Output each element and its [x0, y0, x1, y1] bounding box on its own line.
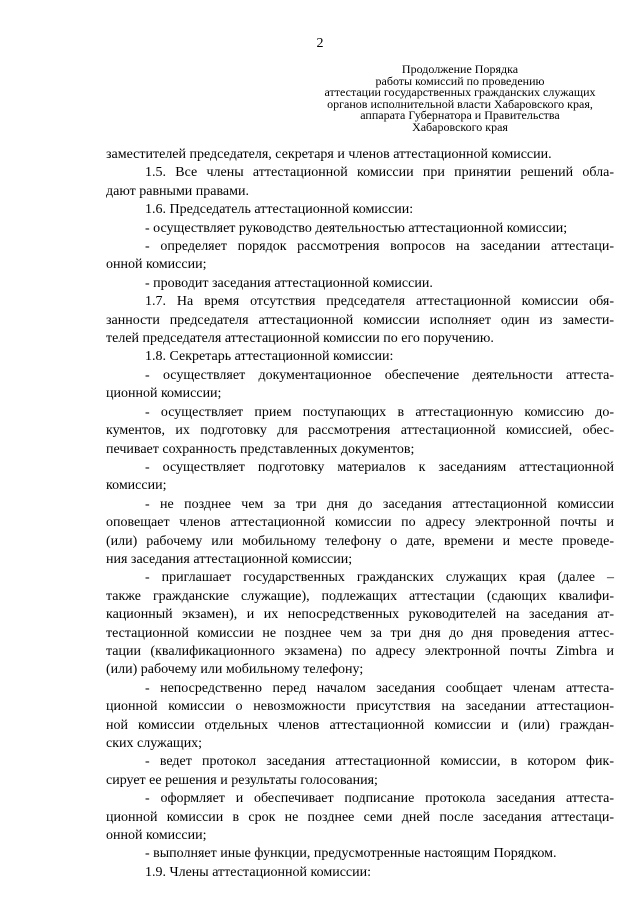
header-line: работы комиссий по проведению — [375, 73, 545, 88]
header-line: Хабаровского края — [412, 119, 508, 134]
text-line: - непосредственно перед началом заседания сообщает членам аттеста- — [145, 680, 614, 696]
header-line: аппарата Губернатора и Правительства — [360, 108, 560, 122]
text-line: сирует ее решения и результаты голосования; — [106, 772, 378, 788]
text-line: - не позднее чем за три дня до заседания аттестационной комиссии — [145, 496, 614, 512]
text-line: ских служащих; — [106, 736, 203, 751]
document-body — [106, 146, 614, 882]
text-line: - выполняет иные функции, предусмотренные настоящим Порядком. — [145, 846, 557, 862]
text-line: - осуществляет прием поступающих в аттестационную комиссию до- — [145, 404, 614, 420]
text-line: 1.9. Члены аттестационной комиссии: — [145, 864, 372, 880]
text-line: дают равными правами. — [106, 183, 250, 199]
text-line: - оформляет и обеспечивает подписание протокола заседания аттеста- — [145, 791, 614, 807]
text-line: 1.6. Председатель аттестационной комиссии: — [145, 202, 414, 218]
text-line: ционной комиссии в срок не позднее семи дней после заседания аттестаци- — [106, 809, 614, 825]
text-line: (или) рабочему или мобильному телефону о дате, времени и месте проведе- — [106, 533, 614, 549]
text-line: тестационной комиссии не позднее чем за три дня до дня проведения аттес- — [106, 625, 614, 641]
text-line: тации (квалификационного экзамена) по адресу электронной почты Zimbra и — [106, 643, 614, 659]
text-line: 1.7. На время отсутствия председателя аттестационной комиссии обя- — [145, 294, 614, 310]
text-line: онной комиссии; — [106, 828, 207, 844]
text-line: ния заседания аттестационной комиссии; — [106, 551, 353, 567]
text-line: также гражданские служащие), подлежащих аттестации (сдающих квалифи- — [106, 588, 614, 604]
text-line: кументов, их подготовку для рассмотрения аттестационной комиссией, обес- — [106, 423, 614, 439]
text-line: - осуществляет подготовку материалов к заседаниям аттестационной — [145, 459, 614, 475]
text-line: телей председателя аттестационной комиссии по его поручению. — [106, 331, 494, 347]
header-line: органов исполнительной власти Хабаровского края, — [327, 96, 593, 111]
text-line: ной комиссии отдельных членов аттестационной комиссии и (или) граждан- — [106, 717, 614, 733]
text-line: - осуществляет руководство деятельностью аттестационной комиссии; — [145, 220, 568, 236]
text-line: онной комиссии; — [106, 257, 207, 273]
text-line: - проводит заседания аттестационной комиссии. — [145, 275, 433, 291]
text-line: заместителей председателя, секретаря и членов аттестационной комиссии. — [106, 147, 552, 162]
header-line: Продолжение Порядка — [401, 62, 519, 76]
text-line: занности председателя аттестационной комиссии исполняет один из замести- — [106, 312, 614, 328]
text-line: печивает сохранность представленных документов; — [106, 441, 415, 457]
text-line: ционной комиссии о невозможности присутствия на заседании аттестацион- — [106, 699, 614, 715]
text-line: (или) рабочему или мобильному телефону; — [106, 662, 364, 678]
text-line: оповещает членов аттестационной комиссии по адресу электронной почты и — [106, 515, 614, 531]
text-line: комиссии; — [106, 478, 167, 494]
text-line: - приглашает государственных гражданских служащих края (далее – — [145, 570, 614, 586]
text-line: 1.8. Секретарь аттестационной комиссии: — [145, 349, 394, 365]
text-line: ционной комиссии; — [106, 386, 222, 402]
text-line: 1.5. Все члены аттестационной комиссии при принятии решений обла- — [145, 165, 614, 181]
page-number: 2 — [316, 36, 324, 51]
text-line: - определяет порядок рассмотрения вопросов на заседании аттестаци- — [145, 239, 614, 255]
text-line: - ведет протокол заседания аттестационной комиссии, в котором фик- — [145, 754, 614, 770]
text-line: кационный экзамен), и их непосредственных руководителей на заседания ат- — [106, 607, 614, 623]
header-line: аттестации государственных гражданских служащих — [324, 85, 596, 99]
text-line: - осуществляет документационное обеспечение деятельности аттеста- — [145, 367, 614, 383]
document-header — [300, 64, 620, 133]
